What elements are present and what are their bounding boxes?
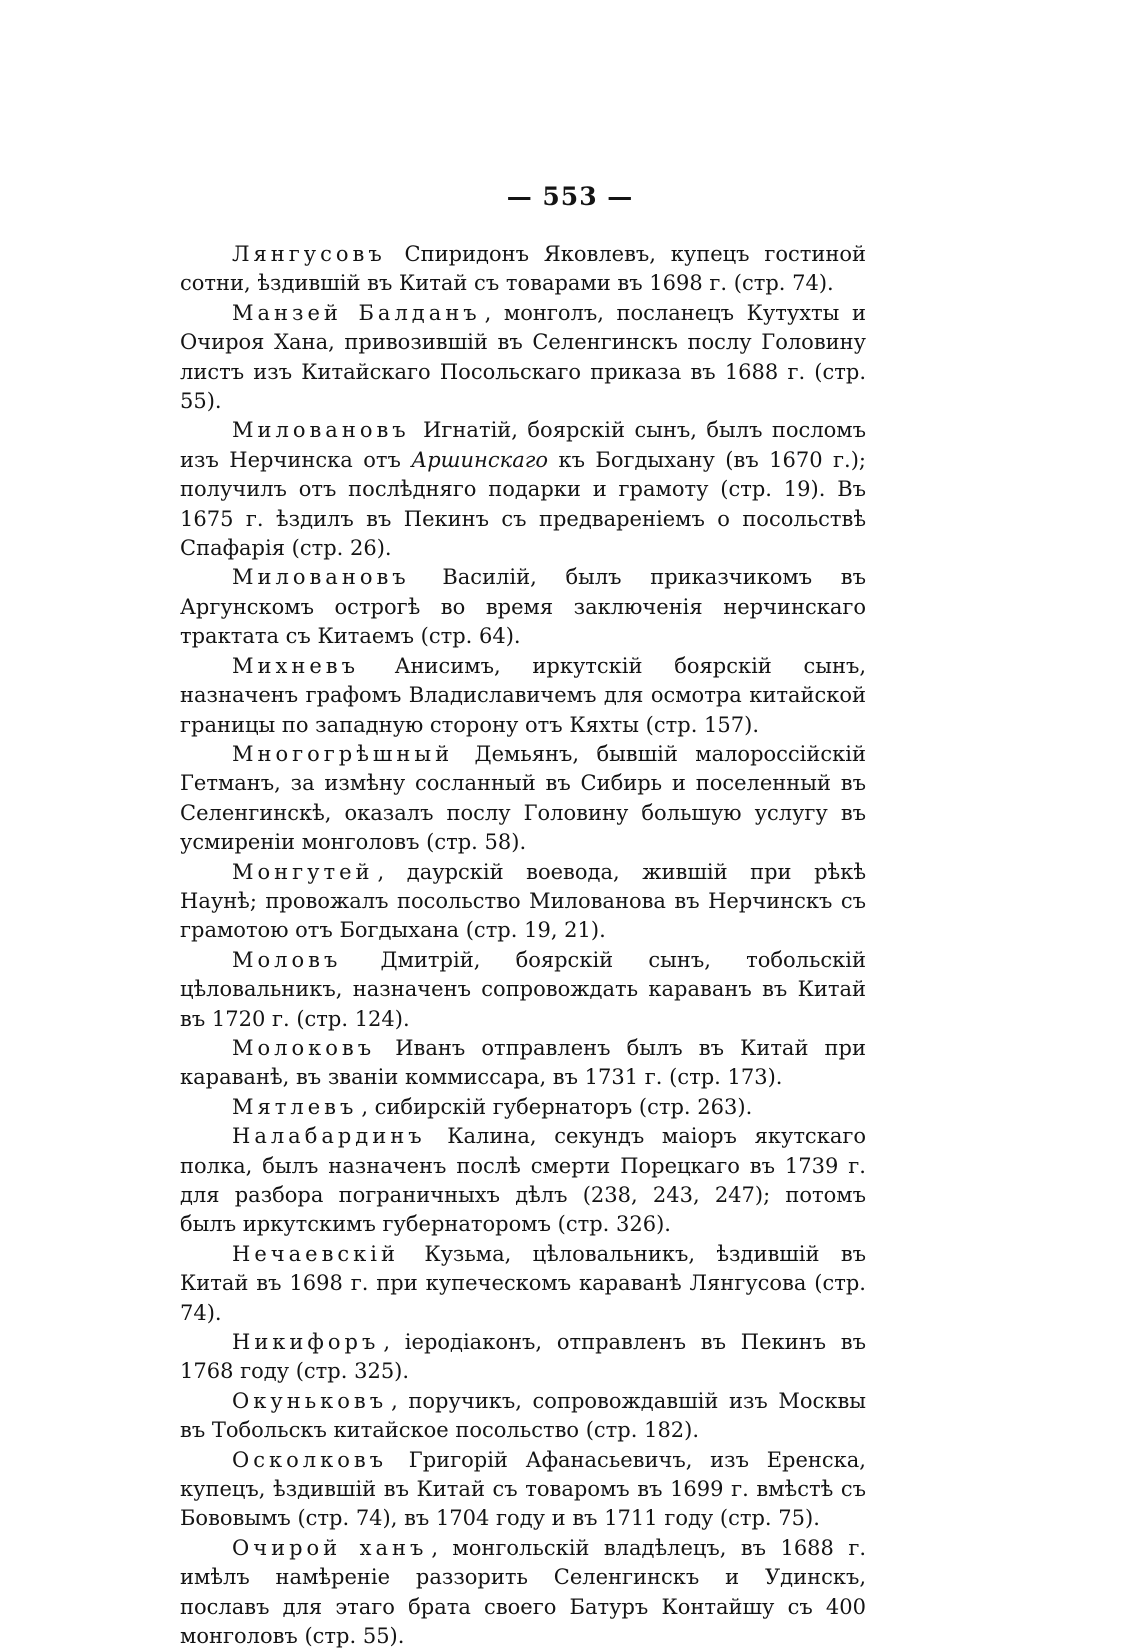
entry-name: Михневъ	[232, 653, 359, 678]
index-entry	[180, 946, 866, 1034]
entry-name: Налабардинъ	[232, 1124, 426, 1149]
entry-text: Калина, секундъ маіоръ якутскаго полка, былъ назначенъ послѣ смерти Порецкаго въ 1739 г. для разбора пограничныхъ дѣлъ (238, 243, 247); потомъ былъ иркутскимъ губернаторомъ (стр. 326).	[180, 1124, 866, 1237]
entry-name: Манзей Балданъ	[232, 300, 481, 325]
entry-text: Дмитрій, боярскій сынъ, тобольскій цѣловальникъ, назначенъ сопровождать караванъ въ Китай въ 1720 г. (стр. 124).	[180, 947, 866, 1031]
entry-text: Анисимъ, иркутскій боярскій сынъ, назначенъ графомъ Владиславичемъ для осмотра китайской границы по западную сторону отъ Кяхты (стр. 157).	[180, 653, 866, 737]
index-entry	[180, 1093, 866, 1122]
index-entry	[180, 652, 866, 740]
entry-name: Многогрѣшный	[232, 741, 454, 766]
entry-name: Очирой ханъ	[232, 1535, 428, 1560]
entry-name: Лянгусовъ	[232, 242, 386, 266]
entry-text: , іеродіаконъ, отправленъ въ Пекинъ въ 1768 году (стр. 325).	[180, 1330, 866, 1384]
entry-name: Миловановъ	[232, 418, 410, 443]
index-entries	[180, 240, 866, 1652]
entry-italic-text: Аршинскаго	[411, 447, 548, 472]
entry-text: Игнатій, боярскій сынъ, былъ посломъ изъ Нерчинска отъ	[180, 418, 866, 472]
index-entry	[180, 563, 866, 651]
entry-text: Григорій Афанасьевичъ, изъ Еренска, купецъ, ѣздившій въ Китай съ товаромъ въ 1699 г. вмѣстѣ съ Бововымъ (стр. 74), въ 1704 году и въ 1711 году (стр. 75).	[180, 1447, 866, 1531]
entry-text: Спиридонъ Яковлевъ, купецъ гостиной сотни, ѣздившій въ Китай съ товарами въ 1698 г. (стр. 74).	[180, 242, 866, 296]
entry-text: , поручикъ, сопровождавшій изъ Москвы въ Тобольскъ китайское посольство (стр. 182).	[180, 1388, 866, 1443]
index-entry	[180, 240, 866, 299]
index-entry	[180, 416, 866, 563]
entry-name: Монгутей	[232, 859, 374, 884]
index-entry	[180, 1534, 866, 1652]
index-entry	[180, 1240, 866, 1328]
entry-text: Иванъ отправленъ былъ въ Китай при караванѣ, въ званіи коммиссара, въ 1731 г. (стр. 173).	[180, 1035, 866, 1090]
entry-text: , монгольскій владѣлецъ, въ 1688 г. имѣлъ намѣреніе раззорить Селенгинскъ и Удинскъ, пославъ для этаго брата своего Батуръ Контайшу съ 400 монголовъ (стр. 55).	[180, 1535, 866, 1649]
entry-name: Никифоръ	[232, 1330, 380, 1355]
entry-text: , монголъ, посланецъ Кутухты и Очироя Хана, привозившій въ Селенгинскъ послу Головину листъ изъ Китайскаго Посольскаго приказа въ 1688 г. (стр. 55).	[180, 300, 866, 414]
index-entry	[180, 1034, 866, 1093]
entry-text-continued: къ Богдыхану (въ 1670 г.); получилъ отъ послѣдняго подарки и грамоту (стр. 19). Въ 1675 г. ѣздилъ въ Пекинъ съ предвареніемъ о посольствѣ Спафарія (стр. 26).	[180, 447, 866, 561]
entry-text: Кузьма, цѣловальникъ, ѣздившій въ Китай въ 1698 г. при купеческомъ караванѣ Лянгусова (стр. 74).	[180, 1241, 866, 1325]
entry-name: Окуньковъ	[232, 1388, 388, 1413]
entry-name: Миловановъ	[232, 565, 410, 590]
page-number: — 553 —	[506, 182, 634, 211]
entry-text: Василій, былъ приказчикомъ въ Аргунскомъ острогѣ во время заключенія нерчинскаго трактата съ Китаемъ (стр. 64).	[180, 565, 866, 649]
index-entry	[180, 858, 866, 946]
index-entry	[180, 1446, 866, 1534]
index-entry	[180, 1328, 866, 1387]
index-entry	[180, 740, 866, 858]
entry-name: Осколковъ	[232, 1447, 388, 1472]
entry-name: Нечаевскій	[232, 1241, 399, 1266]
entry-text: , даурскій воевода, жившій при рѣкѣ Наунѣ; провожалъ посольство Милованова въ Нерчинскъ съ грамотою отъ Богдыхана (стр. 19, 21).	[180, 859, 866, 943]
entry-text: Демьянъ, бывшій малороссійскій Гетманъ, за измѣну сосланный въ Сибирь и поселенный въ Селенгинскѣ, оказалъ послу Головину большую услугу въ усмиреніи монголовъ (стр. 58).	[180, 741, 866, 855]
index-entry	[180, 1387, 866, 1446]
entry-name: Мятлевъ	[232, 1094, 358, 1119]
entry-name: Моловъ	[232, 947, 342, 972]
index-entry	[180, 1122, 866, 1240]
entry-text: , сибирскій губернаторъ (стр. 263).	[361, 1094, 753, 1119]
entry-name: Молоковъ	[232, 1035, 376, 1060]
index-entry	[180, 299, 866, 417]
